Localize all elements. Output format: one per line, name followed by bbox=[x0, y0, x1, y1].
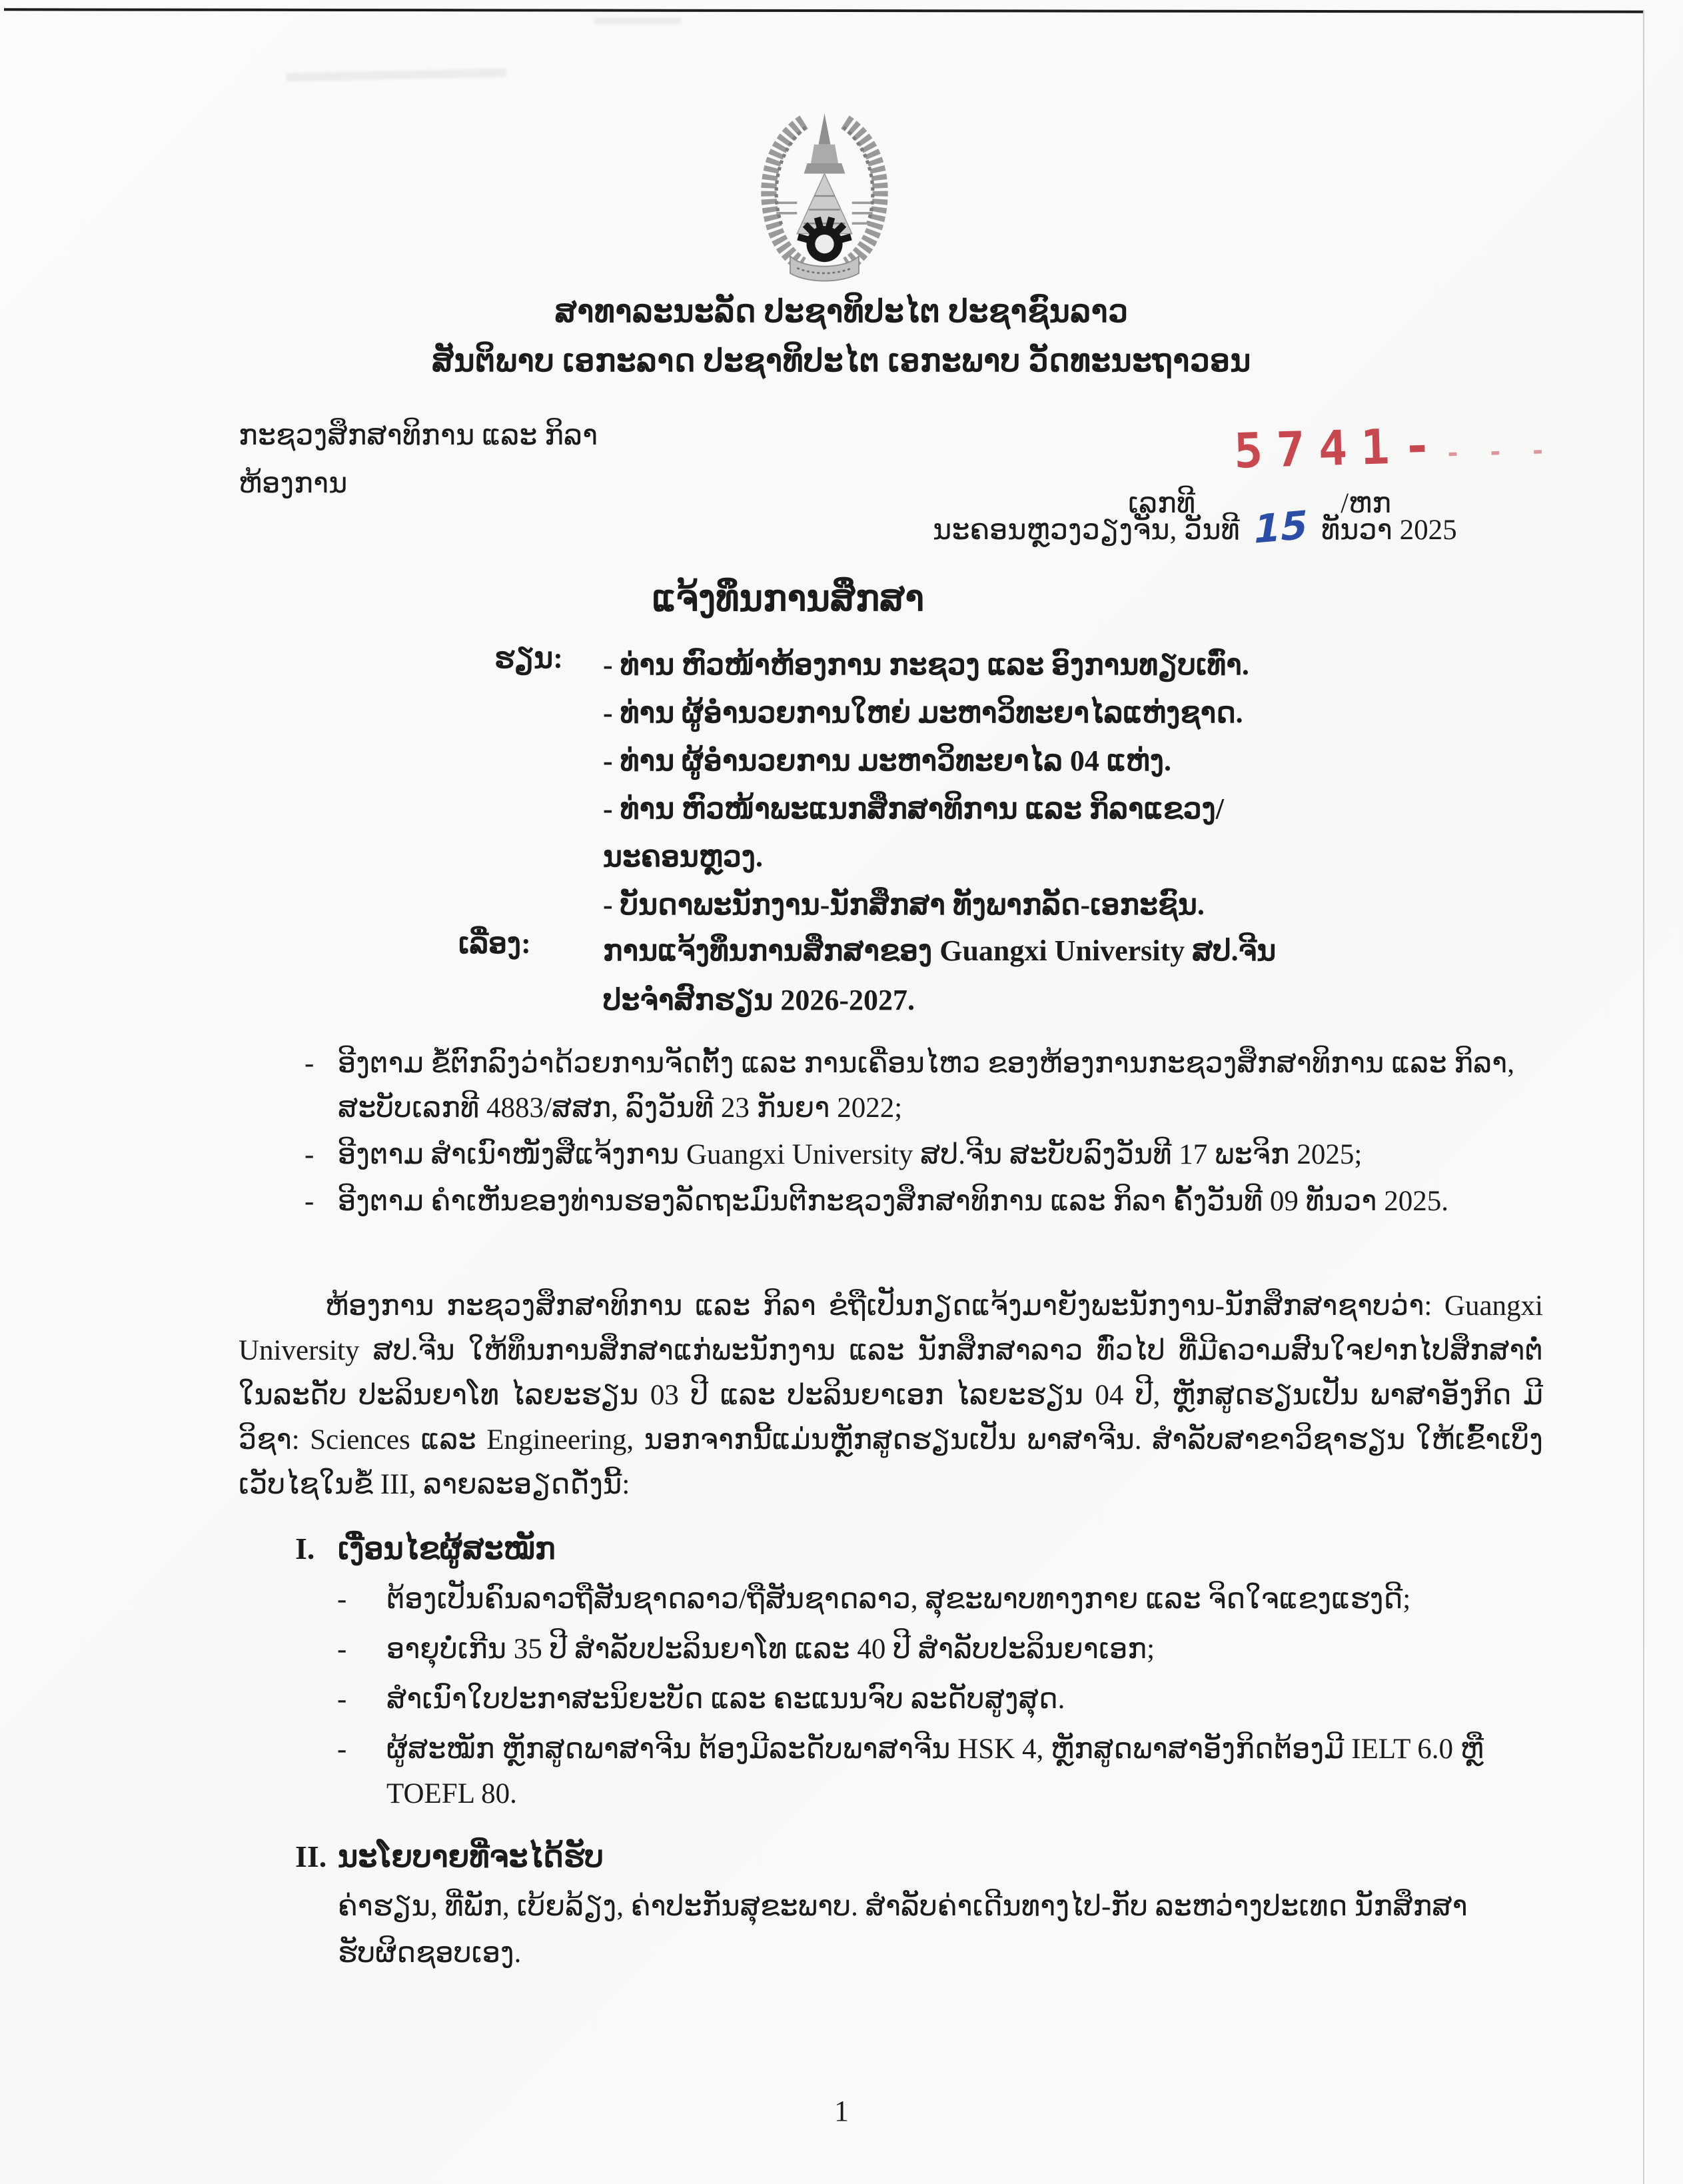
reference-suffix: /ຫກ bbox=[1341, 488, 1392, 519]
body-paragraph: ຫ້ອງການ ກະຊວງສຶກສາທິການ ແລະ ກິລາ ຂໍຖືເປັນກຽດແຈ້ງມາຍັງພະນັກງານ-ນັກສຶກສາຊາບວ່າ: Guangxi University ສປ.ຈີນ ໃຫ້ທຶນການສຶກສາແກ່ພະນັກງານ ແລະ ນັກສຶກສາລາວ ທົ່ວໄປ ທີ່ມີຄວາມສົນໃຈຢາກໄປສຶກສາຕໍ່ ໃນລະດັບ ປະລິນຍາໂທ ໄລຍະຮຽນ 03 ປີ ແລະ ປະລິນຍາເອກ ໄລຍະຮຽນ 04 ປີ, ຫຼັກສູດຮຽນເປັນ ພາສາອັງກິດ ມີວິຊາ: Sciences ແລະ Engineering, ນອກຈາກນີ້ແມ່ນຫຼັກສູດຮຽນເປັນ ພາສາຈີນ. ສຳລັບສາຂາວິຊາຮຽນ ໃຫ້ເຂົ້າເບິ່ງເວັບໄຊໃນຂໍ້ III, ລາຍລະອຽດດັ່ງນີ້: bbox=[239, 1290, 1543, 1500]
handwritten-day: 15 bbox=[1253, 502, 1308, 552]
recipient-line: - ທ່ານ ຫົວໜ້າຫ້ອງການ ກະຊວງ ແລະ ອົງການທຽບເທົ່າ. bbox=[603, 648, 1249, 681]
place-date-prefix: ນະຄອນຫຼວງວຽງຈັນ, ວັນທີ bbox=[933, 515, 1240, 546]
section-1-bullet: - ຕ້ອງເປັນຄົນລາວຖືສັນຊາດລາວ/ຖືສັນຊາດລາວ, ສຸຂະພາບທາງກາຍ ແລະ ຈິດໃຈແຂງແຮງດີ; bbox=[337, 1577, 1543, 1622]
lao-national-emblem-icon bbox=[733, 107, 916, 285]
section-2-number: II. bbox=[295, 1839, 327, 1873]
recipients-list bbox=[603, 641, 1496, 929]
section-1-title: ເງື່ອນໄຂຜູ້ສະໝັກ bbox=[338, 1532, 556, 1566]
section-1-heading bbox=[295, 1530, 556, 1566]
section-1-bullet: - ຜູ້ສະໝັກ ຫຼັກສູດພາສາຈີນ ຕ້ອງມີລະດັບພາສາຈີນ HSK 4, ຫຼັກສູດພາສາອັງກິດຕ້ອງມີ IELT 6.0 ຫຼື TOEFL 80. bbox=[337, 1727, 1543, 1816]
subject-line: ການແຈ້ງທຶນການສຶກສາຂອງ Guangxi University ສປ.ຈີນ bbox=[603, 934, 1277, 967]
scan-right-edge bbox=[1643, 11, 1644, 2184]
recipient-line: - ທ່ານ ຜູ້ອຳນວຍການໃຫຍ່ ມະຫາວິທະຍາໄລແຫ່ງຊາດ. bbox=[603, 696, 1243, 729]
recipients-label: ຮຽນ: bbox=[494, 642, 563, 674]
recipient-line: - ທ່ານ ຫົວໜ້າພະແນກສຶກສາທິການ ແລະ ກິລາແຂວງ/ bbox=[603, 792, 1224, 825]
section-1-bullets bbox=[337, 1577, 1543, 1821]
letterhead-ministry: ກະຊວງສຶກສາທິການ ແລະ ກິລາ bbox=[239, 420, 598, 451]
preamble-item: - ອີງຕາມ ສຳເນົາໜັງສືແຈ້ງການ Guangxi University ສປ.ຈີນ ສະບັບລົງວັນທີ 17 ພະຈິກ 2025; bbox=[304, 1132, 1580, 1177]
section-1-bullet: - ອາຍຸບໍ່ເກີນ 35 ປີ ສຳລັບປະລິນຍາໂທ ແລະ 40 ປີ ສຳລັບປະລິນຍາເອກ; bbox=[337, 1627, 1543, 1671]
header-country-line: ສາທາລະນະລັດ ປະຊາທິປະໄຕ ປະຊາຊົນລາວ bbox=[554, 295, 1129, 329]
red-number-stamp bbox=[1233, 414, 1552, 479]
subject-line: ປະຈຳສົກຮຽນ 2026-2027. bbox=[603, 984, 915, 1016]
recipient-line: - ທ່ານ ຜູ້ອຳນວຍການ ມະຫາວິທະຍາໄລ 04 ແຫ່ງ. bbox=[603, 744, 1172, 777]
section-1-bullet: - ສຳເນົາໃບປະກາສະນິຍະບັດ ແລະ ຄະແນນຈົບ ລະດັບສູງສຸດ. bbox=[337, 1677, 1543, 1721]
date-suffix: ທັນວາ 2025 bbox=[1321, 515, 1457, 546]
section-2-title: ນະໂຍບາຍທີ່ຈະໄດ້ຮັບ bbox=[338, 1839, 604, 1873]
recipient-line: - ບັນດາພະນັກງານ-ນັກສຶກສາ ທັງພາກລັດ-ເອກະຊົນ. bbox=[603, 888, 1205, 921]
reference-label: ເລກທີ bbox=[1128, 488, 1196, 519]
stamp-number: 5741- bbox=[1233, 417, 1446, 479]
preamble-item: - ອີງຕາມ ຂໍ້ຕົກລົງວ່າດ້ວຍການຈັດຕັ້ງ ແລະ ການເຄື່ອນໄຫວ ຂອງຫ້ອງການກະຊວງສຶກສາທິການ ແລະ ກິລາ, ສະບັບເລກທີ 4883/ສສກ, ລົງວັນທີ 23 ກັນຍາ 2022; bbox=[304, 1041, 1580, 1130]
section-1-number: I. bbox=[295, 1532, 315, 1566]
page-number: 1 bbox=[834, 2095, 849, 2127]
pencil-smudge bbox=[286, 69, 506, 82]
letterhead-office: ຫ້ອງການ bbox=[239, 468, 348, 499]
header-motto-line: ສັນຕິພາບ ເອກະລາດ ປະຊາທິປະໄຕ ເອກະພາບ ວັດທະນະຖາວອນ bbox=[432, 344, 1251, 379]
document-title-text: ແຈ້ງທຶນການສຶກສາ bbox=[652, 578, 925, 618]
subject-text bbox=[603, 926, 1489, 1025]
section-2-heading bbox=[295, 1838, 604, 1874]
section-2-paragraph: ຄ່າຮຽນ, ທີ່ພັກ, ເບ້ຍລ້ຽງ, ຄ່າປະກັນສຸຂະພາບ. ສຳລັບຄ່າເດີນທາງໄປ-ກັບ ລະຫວ່າງປະເທດ ນັກສຶກສາ ຮັບຜິດຊອບເອງ. bbox=[338, 1891, 1468, 1969]
scan-top-edge bbox=[4, 8, 1644, 13]
subject-label: ເລື່ອງ: bbox=[458, 927, 531, 960]
stamp-trail-marks: - - - bbox=[1444, 435, 1552, 468]
document-title bbox=[0, 577, 1683, 619]
preamble-item: - ອີງຕາມ ຄຳເຫັນຂອງທ່ານຮອງລັດຖະມົນຕີກະຊວງສຶກສາທິການ ແລະ ກິລາ ຄັ້ງວັນທີ 09 ທັນວາ 2025. bbox=[304, 1179, 1580, 1224]
recipient-line: ນະຄອນຫຼວງ. bbox=[603, 840, 763, 873]
pencil-smudge bbox=[594, 17, 681, 24]
preamble-list bbox=[304, 1041, 1580, 1226]
